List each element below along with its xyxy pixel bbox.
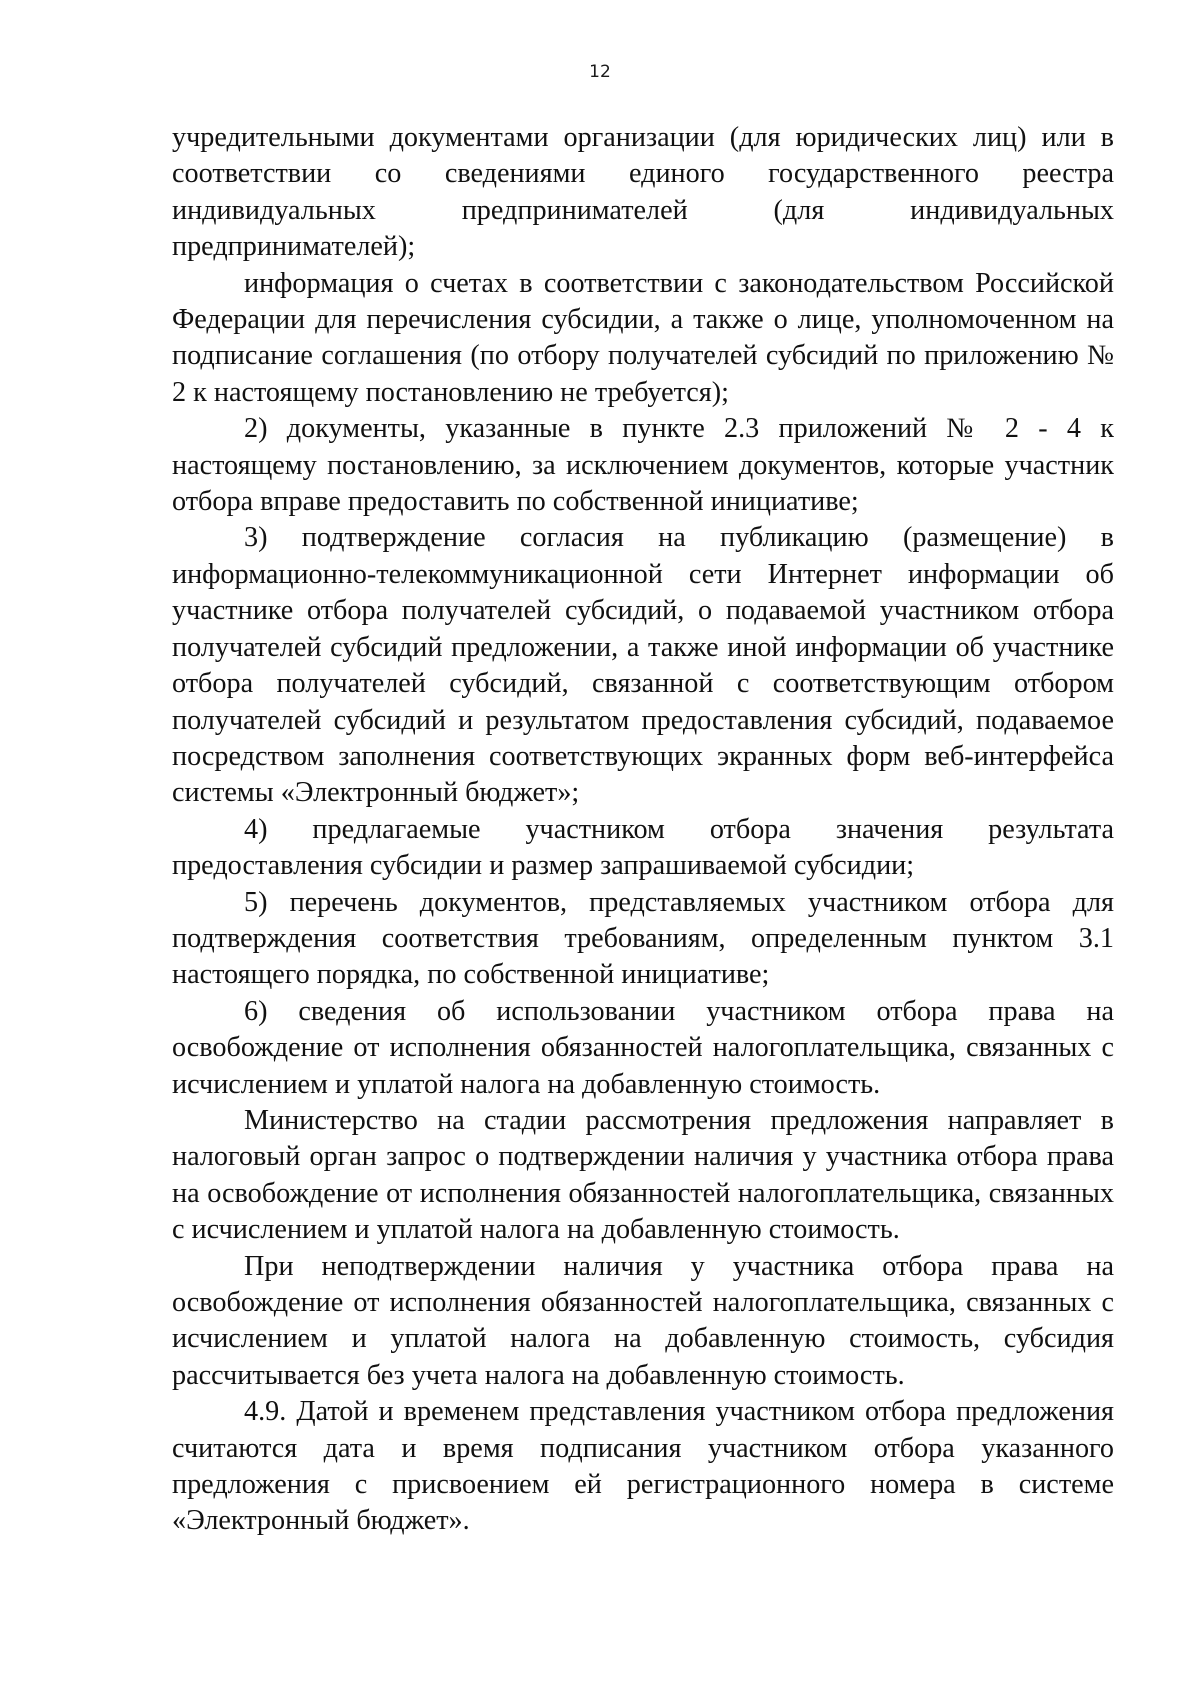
paragraph-non-confirmation: При неподтверждении наличия у участника отбора права на освобождение от исполнения обязанностей налогоплательщика, связанных с исчислением и уплатой налога на добавленную стоимость, субсидия рассчитывается без учета налога на добавленную стоимость. bbox=[172, 1250, 1114, 1391]
paragraph-continuation: учредительными документами организации (для юридических лиц) или в соответствии со сведениями единого государственного реестра индивидуальных предпринимателей (для индивидуальных предпринимателей); bbox=[172, 122, 1114, 263]
paragraph-4-9: 4.9. Датой и временем представления участником отбора предложения считаются дата и время подписания участником отбора указанного предложения с присвоением ей регистрационного номера в системе «Электронный бюджет». bbox=[172, 1396, 1114, 1537]
page-number: 12 bbox=[589, 62, 611, 82]
paragraph-item-3: 3) подтверждение согласия на публикацию (размещение) в информационно-телекоммуникационной сети Интернет информации об участнике отбора получателей субсидий, о подаваемой участником отбора получателей субсидий предложении, а также иной информации об участнике отбора получателей субсидий, связанной с соответствующим отбором получателей субсидий и результатом предоставления субсидий, подаваемое посредством заполнения соответствующих экранных форм веб-интерфейса системы «Электронный бюджет»; bbox=[172, 522, 1114, 809]
paragraph-item-5: 5) перечень документов, представляемых участником отбора для подтверждения соответствия требованиям, определенным пунктом 3.1 настоящего порядка, по собственной инициативе; bbox=[172, 886, 1114, 991]
document-body bbox=[172, 120, 1114, 1540]
paragraph-item-6: 6) сведения об использовании участником отбора права на освобождение от исполнения обязанностей налогоплательщика, связанных с исчислением и уплатой налога на добавленную стоимость. bbox=[172, 995, 1114, 1100]
paragraph-item-2: 2) документы, указанные в пункте 2.3 приложений № 2 - 4 к настоящему постановлению, за исключением документов, которые участник отбора вправе предоставить по собственной инициативе; bbox=[172, 413, 1114, 518]
paragraph-item-4: 4) предлагаемые участником отбора значения результата предоставления субсидии и размер запрашиваемой субсидии; bbox=[172, 813, 1114, 882]
paragraph-account-info: информация о счетах в соответствии с законодательством Российской Федерации для перечисления субсидии, а также о лице, уполномоченном на подписание соглашения (по отбору получателей субсидий по приложению № 2 к настоящему постановлению не требуется); bbox=[172, 267, 1114, 408]
paragraph-ministry-request: Министерство на стадии рассмотрения предложения направляет в налоговый орган запрос о подтверждении наличия у участника отбора права на освобождение от исполнения обязанностей налогоплательщика, связанных с исчислением и уплатой налога на добавленную стоимость. bbox=[172, 1104, 1114, 1246]
